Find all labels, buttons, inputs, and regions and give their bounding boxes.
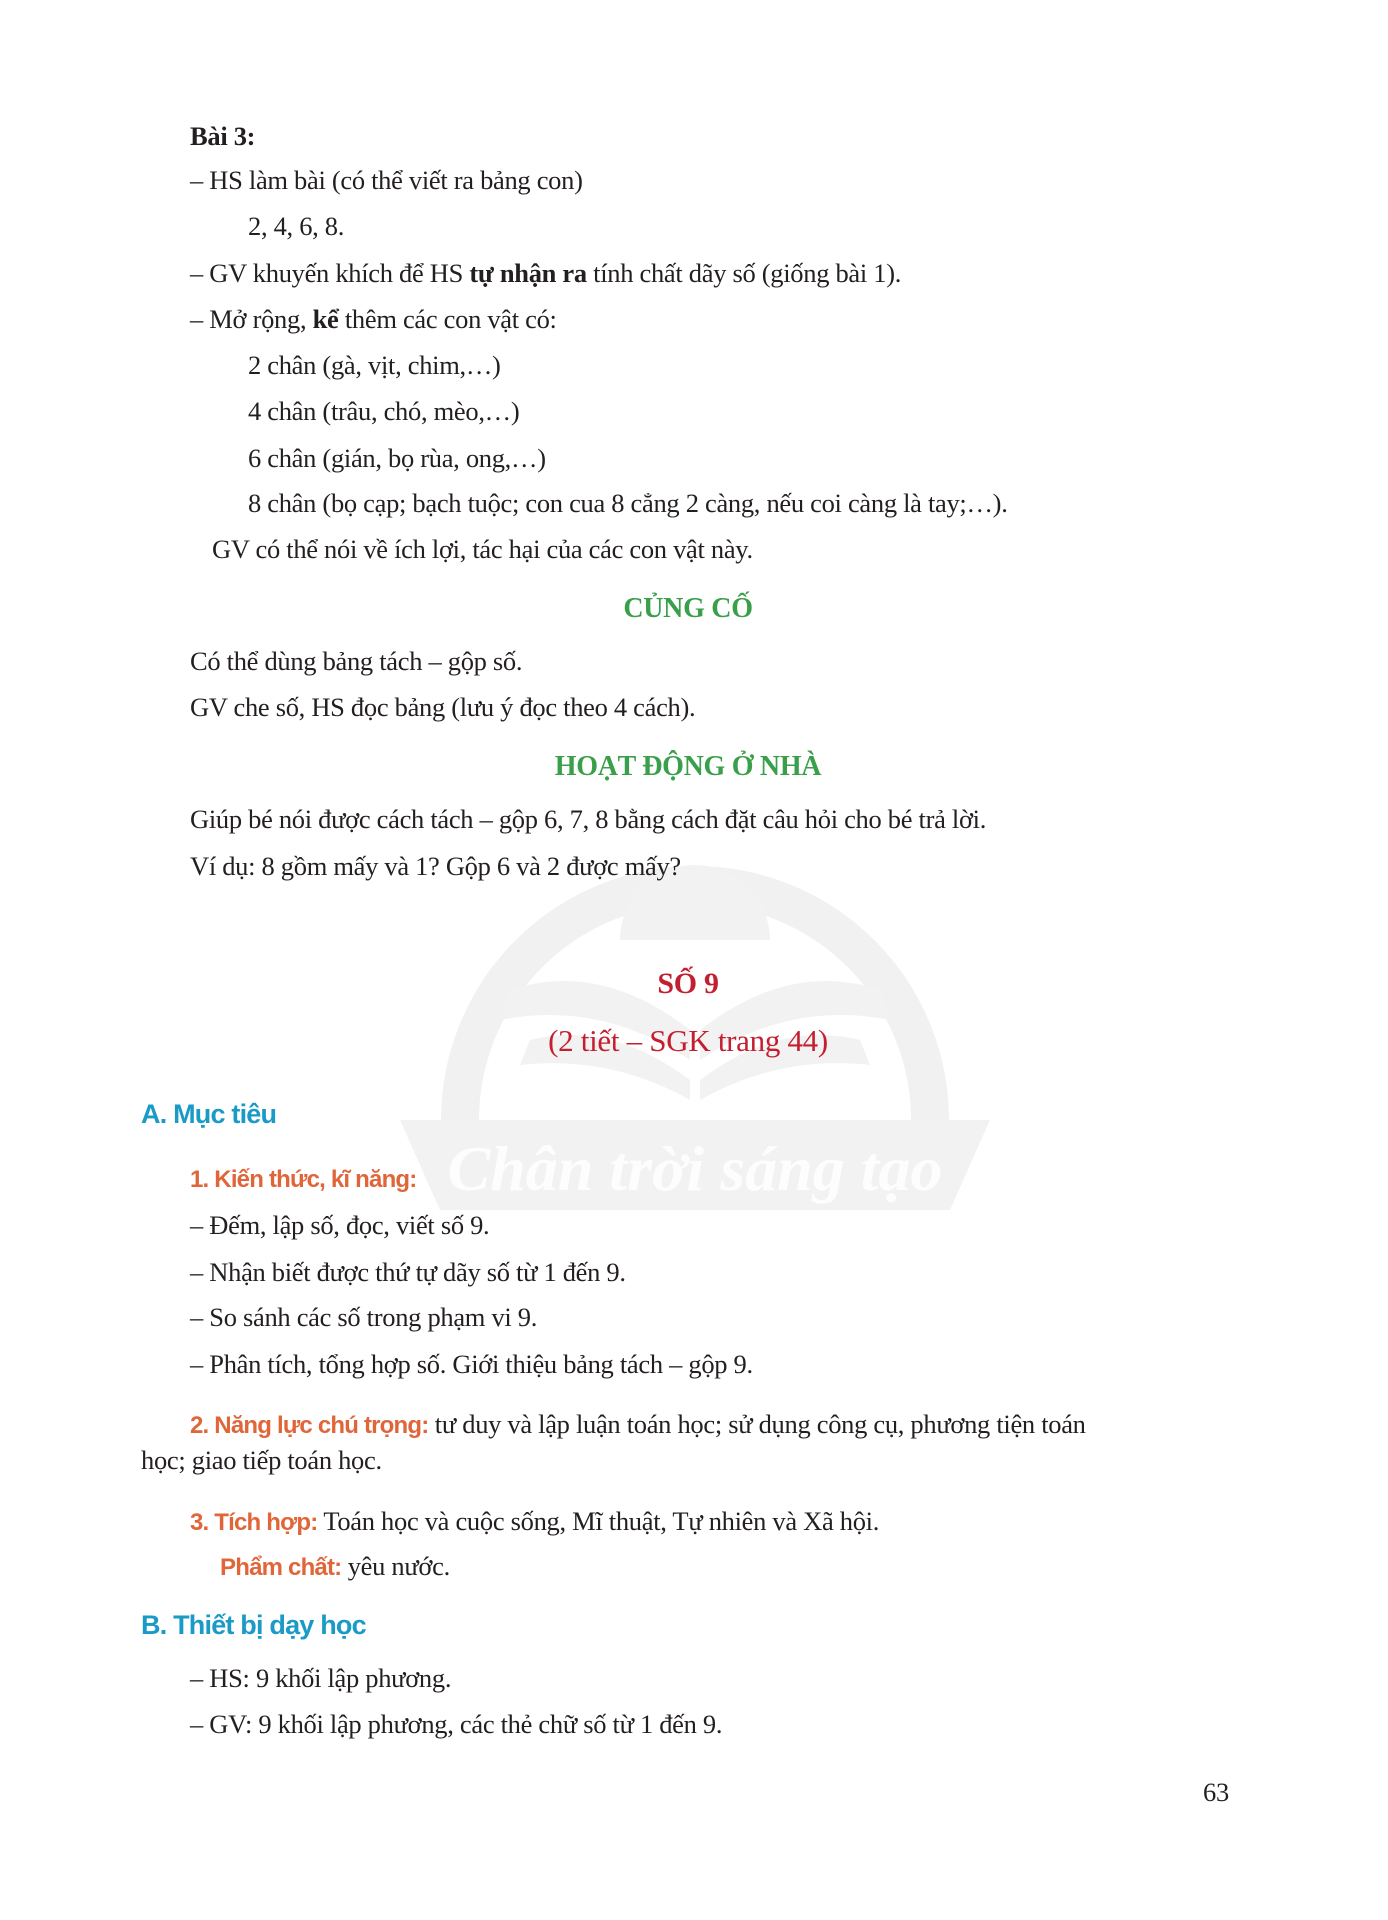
- lesson-subtitle: (2 tiết – SGK trang 44): [548, 1023, 828, 1058]
- page-number: 63: [1203, 1777, 1229, 1807]
- section-a-heading: A. Mục tiêu: [141, 1099, 277, 1129]
- list-item: – Đếm, lập số, đọc, viết số 9.: [190, 1210, 490, 1240]
- answer-line: 2, 4, 6, 8.: [248, 211, 345, 241]
- section-heading-cung-co: CỦNG CỐ: [623, 593, 753, 624]
- text-line: 3. Tích hợp: Toán học và cuộc sống, Mĩ thuật, Tự nhiên và Xã hội.: [190, 1506, 880, 1536]
- list-item: – Phân tích, tổng hợp số. Giới thiệu bảng tách – gộp 9.: [190, 1349, 753, 1379]
- list-item: 2 chân (gà, vịt, chim,…): [248, 350, 501, 380]
- list-item: 8 chân (bọ cạp; bạch tuộc; con cua 8 cẳng 2 càng, nếu coi càng là tay;…).: [248, 488, 1008, 518]
- text-line: Phẩm chất: yêu nước.: [220, 1551, 450, 1581]
- text-line: GV có thể nói về ích lợi, tác hại của các con vật này.: [212, 534, 753, 564]
- list-item: 4 chân (trâu, chó, mèo,…): [248, 396, 520, 426]
- exercise-title: Bài 3:: [190, 121, 256, 151]
- list-item: – HS: 9 khối lập phương.: [190, 1663, 452, 1693]
- lesson-title: SỐ 9: [657, 967, 719, 1000]
- text-line: GV che số, HS đọc bảng (lưu ý đọc theo 4 cách).: [190, 692, 696, 722]
- text-line: học; giao tiếp toán học.: [141, 1445, 382, 1475]
- section-b-heading: B. Thiết bị dạy học: [141, 1610, 366, 1640]
- list-item: – Nhận biết được thứ tự dãy số từ 1 đến 9.: [190, 1257, 626, 1287]
- svg-text:Chân trời sáng tạo: Chân trời sáng tạo: [447, 1133, 943, 1204]
- text-line: – Mở rộng, kể thêm các con vật có:: [190, 304, 557, 334]
- section-heading-hoat-dong: HOẠT ĐỘNG Ở NHÀ: [554, 751, 822, 782]
- text-line: Ví dụ: 8 gồm mấy và 1? Gộp 6 và 2 được mấy?: [190, 851, 681, 881]
- text-line: – HS làm bài (có thể viết ra bảng con): [190, 165, 583, 195]
- list-item: 6 chân (gián, bọ rùa, ong,…): [248, 443, 546, 473]
- text-line: Giúp bé nói được cách tách – gộp 6, 7, 8 bằng cách đặt câu hỏi cho bé trả lời.: [190, 804, 987, 834]
- list-item: – GV: 9 khối lập phương, các thẻ chữ số từ 1 đến 9.: [190, 1709, 723, 1739]
- text-line: 2. Năng lực chú trọng: tư duy và lập luận toán học; sử dụng công cụ, phương tiện toán: [190, 1409, 1086, 1439]
- subheading-kien-thuc: 1. Kiến thức, kĩ năng:: [190, 1166, 417, 1193]
- text-line: – GV khuyến khích để HS tự nhận ra tính chất dãy số (giống bài 1).: [190, 258, 902, 288]
- list-item: – So sánh các số trong phạm vi 9.: [190, 1302, 538, 1332]
- text-line: Có thể dùng bảng tách – gộp số.: [190, 646, 523, 676]
